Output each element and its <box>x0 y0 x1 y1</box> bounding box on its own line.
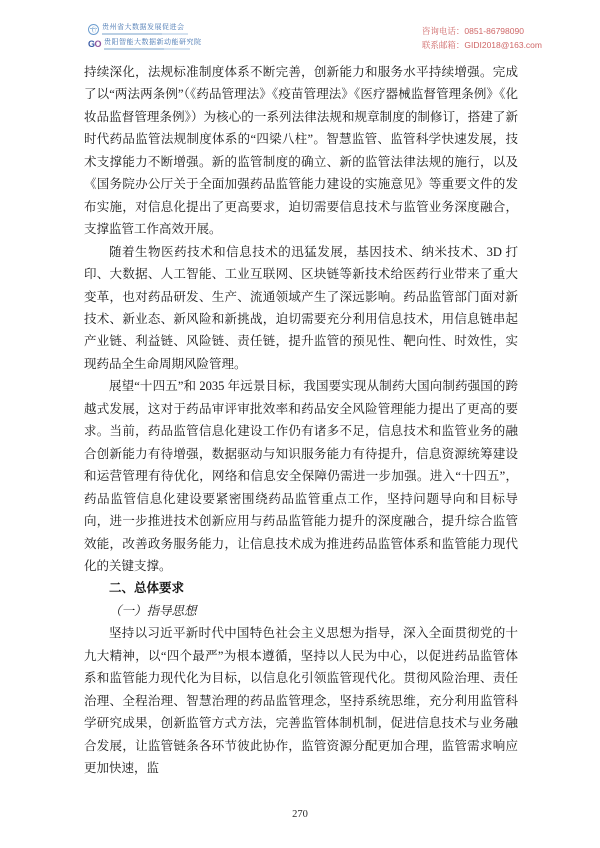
section-heading: 二、总体要求 <box>109 581 185 596</box>
paragraph-guiding-ideology: 坚持以习近平新时代中国特色社会主义思想为指导，深入全面贯彻党的十九大精神，以“四个最严”为根本遵循，坚持以人民为中心，以促进药品监管体系和监管能力现代化为目标，以信息化引领监管现代化。贯彻风险治理、责任治理、全程治理、智慧治理的药品监管理念，坚持系统思维，充分利用监管科学研究成果，创新监管方式方法，完善监管体制机制，促进信息技术与业务融合发展，让监管链条各环节彼此协作，监管资源分配更加合理，监管需求响应更加快速，监 <box>84 626 518 776</box>
logo-association-name: 贵州省大数据发展促进会 <box>102 24 185 31</box>
contact-phone-row <box>422 24 542 38</box>
logo-association-subtext-line <box>102 33 188 35</box>
paragraph-outlook: 展望“十四五”和 2035 年远景目标，我国要实现从制药大国向制药强国的跨越式发展，这对于药品审评审批效率和药品安全风险管理能力提出了更高的要求。当前，药品监管信息化建设工作仍有诸多不足，信息技术和监管业务的融合创新能力有待增强，数据驱动与知识服务能力有待提升，信息资源统筹建设和运营管理有待优化，网络和信息安全保障仍需进一步加强。进入“十四五”，药品监管信息化建设要紧密围绕药品监管重点工作，坚持问题导向和目标导向，进一步推进技术创新应用与药品监管能力提升的深度融合，提升综合监管效能，改善政务服务能力，让信息技术成为推进药品监管体系和监管能力现代化的关键支撑。 <box>84 379 518 573</box>
contact-email-row <box>422 38 542 52</box>
document-body <box>84 61 518 780</box>
contact-phone-number: 0851-86798090 <box>464 26 524 36</box>
globe-icon <box>88 24 99 35</box>
paragraph-tech-change: 随着生物医药技术和信息技术的迅猛发展，基因技术、纳米技术、3D 打印、大数据、人工智能、工业互联网、区块链等新技术给医药行业带来了重大变革，也对药品研发、生产、流通领域产生了深远影响。药品监管部门面对新技术、新业态、新风险和新挑战，迫切需要充分利用信息技术，用信息链串起产业链、利益链、风险链、责任链，提升监管的预见性、靶向性、时效性，实现药品全生命周期风险管理。 <box>84 244 518 371</box>
page-footer <box>0 809 600 820</box>
logo-association <box>88 24 202 35</box>
contact-email-address: GIDI2018@163.com <box>464 40 542 50</box>
subsection-heading: （一）指导思想 <box>109 603 197 618</box>
logo-institute-subtext-line <box>104 48 190 50</box>
logo-institute <box>88 39 202 50</box>
contact-info <box>422 24 542 52</box>
contact-phone-label: 咨询电话： <box>421 26 465 36</box>
logo-institute-name: 贵阳智能大数据新动能研究院 <box>104 39 202 46</box>
page-header <box>88 24 542 52</box>
contact-email-label: 联系邮箱： <box>421 40 465 50</box>
go-monogram-icon: GO <box>88 39 102 49</box>
logo-block <box>88 24 202 50</box>
page-number: 270 <box>292 809 308 820</box>
paragraph-continuation: 持续深化，法规标准制度体系不断完善，创新能力和服务水平持续增强。完成了以“两法两条例”（《药品管理法》《疫苗管理法》《医疗器械监督管理条例》《化妆品监督管理条例》）为核心的一系列法律法规和规章制度的制修订，搭建了新时代药品监管法规制度体系的“四梁八柱”。智慧监管、监管科学快速发展，技术支撑能力不断增强。新的监管制度的确立、新的监管法律法规的施行，以及《国务院办公厅关于全面加强药品监管能力建设的实施意见》等重要文件的发布实施，对信息化提出了更高要求，迫切需要信息技术与监管业务深度融合，支撑监管工作高效开展。 <box>84 65 518 237</box>
